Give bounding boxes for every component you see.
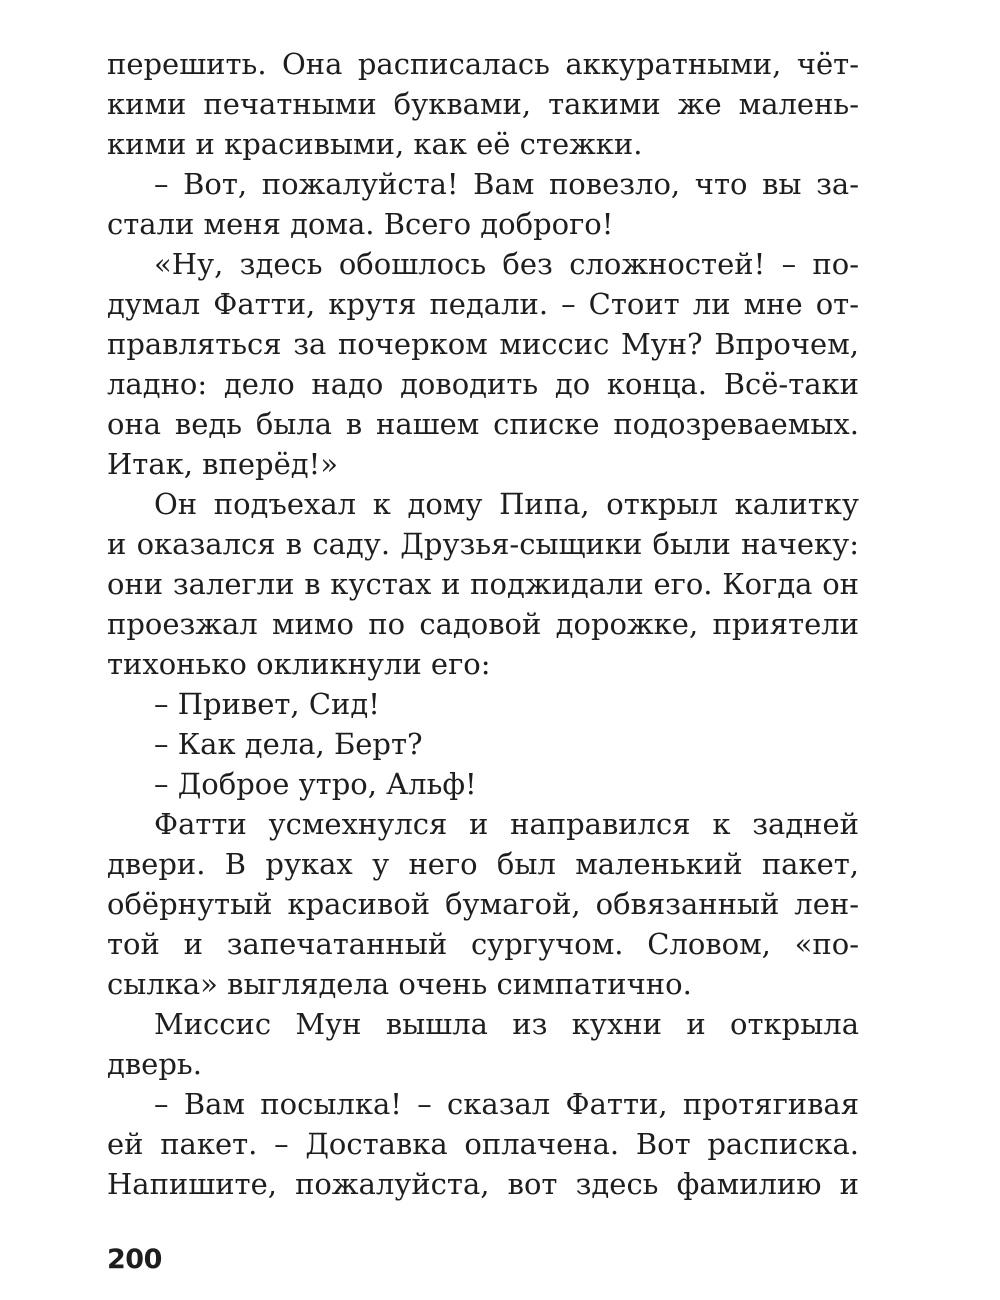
text-line: Фатти усмехнулся и направился к задней	[154, 807, 859, 841]
text-line: – Привет, Сид!	[154, 687, 380, 721]
text-line: думал Фатти, крутя педали. – Стоит ли мне от-	[107, 287, 859, 321]
text-line: кими и красивыми, как её стежки.	[107, 127, 643, 161]
text-line: ей пакет. – Доставка оплачена. Вот расписка.	[107, 1127, 859, 1161]
text-line: дверь.	[107, 1047, 202, 1081]
text-line: Напишите, пожалуйста, вот здесь фамилию и	[107, 1167, 859, 1201]
text-line: она ведь была в нашем списке подозреваемых.	[107, 407, 859, 441]
text-line: ладно: дело надо доводить до конца. Всё-таки	[107, 367, 859, 401]
text-line: они залегли в кустах и поджидали его. Когда он	[107, 567, 859, 601]
text-line: Итак, вперёд!»	[107, 447, 338, 481]
text-line: – Вот, пожалуйста! Вам повезло, что вы за-	[154, 167, 859, 201]
text-line: перешить. Она расписалась аккуратными, чёт-	[107, 47, 859, 81]
page-number: 200	[107, 1244, 162, 1275]
text-line: – Вам посылка! – сказал Фатти, протягивая	[154, 1087, 859, 1121]
text-line: стали меня дома. Всего доброго!	[107, 207, 614, 241]
text-line: двери. В руках у него был маленький пакет,	[107, 847, 859, 881]
text-line: сылка» выглядела очень симпатично.	[107, 967, 692, 1001]
text-line: тихонько окликнули его:	[107, 647, 491, 681]
text-line: кими печатными буквами, такими же малень-	[107, 87, 859, 121]
text-line: проезжал мимо по садовой дорожке, приятели	[107, 607, 859, 641]
text-line: – Как дела, Берт?	[154, 727, 423, 761]
text-line: – Доброе утро, Альф!	[154, 767, 477, 801]
text-line: Миссис Мун вышла из кухни и открыла	[154, 1007, 859, 1041]
body-text	[107, 44, 859, 1204]
text-line: той и запечатанный сургучом. Словом, «по-	[107, 927, 859, 961]
text-line: правляться за почерком миссис Мун? Впрочем,	[107, 327, 859, 361]
text-line: и оказался в саду. Друзья-сыщики были начеку:	[107, 527, 859, 561]
text-line: «Ну, здесь обошлось без сложностей! – по-	[154, 247, 859, 281]
text-line: обёрнутый красивой бумагой, обвязанный лен-	[107, 887, 859, 921]
text-line: Он подъехал к дому Пипа, открыл калитку	[154, 487, 859, 521]
